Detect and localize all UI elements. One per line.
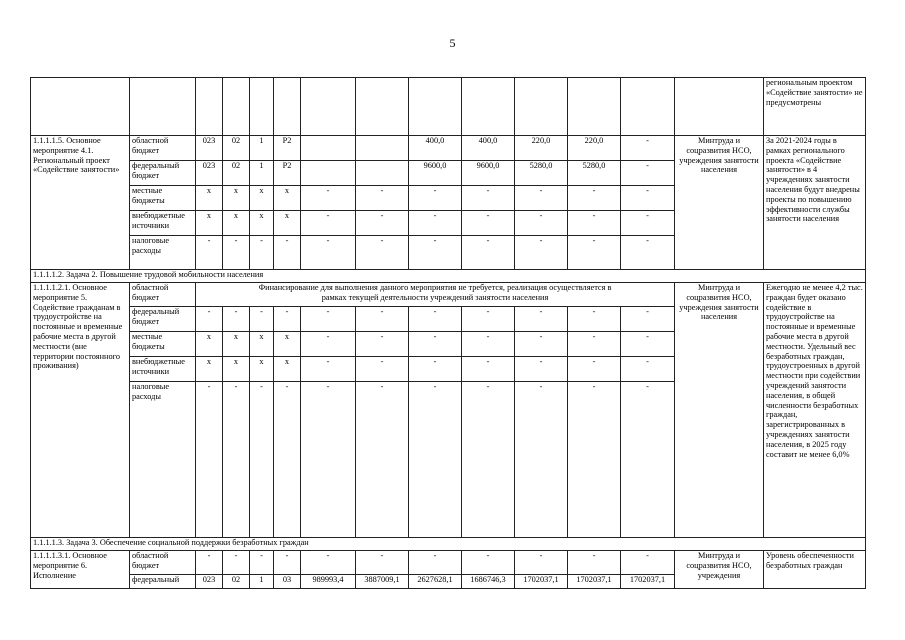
value-cell: 1686746,3 <box>462 575 515 589</box>
m6-executor: Минтруда и соцразвития НСО, учреждения <box>675 551 764 589</box>
code-cell: 1 <box>250 575 274 589</box>
code-cell: х <box>196 211 223 236</box>
code-cell: - <box>223 236 250 270</box>
code-cell: - <box>250 551 274 575</box>
value-cell: - <box>515 211 568 236</box>
code-cell: - <box>196 551 223 575</box>
code-cell: 02 <box>223 136 250 161</box>
code-cell: х <box>223 332 250 357</box>
value-cell: - <box>568 332 621 357</box>
code-cell: - <box>274 551 301 575</box>
value-cell <box>356 136 409 161</box>
m6-row-1 <box>31 551 866 575</box>
budget-source: местные бюджеты <box>130 332 196 357</box>
value-cell: - <box>462 211 515 236</box>
value-cell: 5280,0 <box>568 161 621 186</box>
budget-source: внебюджетные источники <box>130 211 196 236</box>
value-cell: - <box>462 551 515 575</box>
budget-source: внебюджетные источники <box>130 357 196 382</box>
value-cell: - <box>462 236 515 270</box>
value-cell <box>356 161 409 186</box>
budget-source: областной бюджет <box>130 136 196 161</box>
m411-executor: Минтруда и соцразвития НСО, учреждения занятости населения <box>675 136 764 270</box>
code-cell: х <box>196 357 223 382</box>
code-cell: 023 <box>196 136 223 161</box>
m5-row-1 <box>31 283 866 307</box>
result-text-continued: региональным проектом «Содействие занятости» не предусмотрены <box>764 78 866 136</box>
task3-heading: 1.1.1.1.3. Задача 3. Обеспечение социальной поддержки безработных граждан <box>31 538 866 551</box>
m411-result: За 2021-2024 годы в рамках регионального проекта «Содействие занятости» в 4 учреждениях занятости населения будут внедрены проекты по повышению эффективности службы занятости населения <box>764 136 866 270</box>
code-cell: - <box>250 236 274 270</box>
value-cell: - <box>301 382 356 538</box>
value-cell: - <box>568 382 621 538</box>
code-cell: х <box>223 211 250 236</box>
code-cell: Р2 <box>274 161 301 186</box>
budget-source: федеральный бюджет <box>130 307 196 332</box>
value-cell: - <box>356 236 409 270</box>
code-cell: 03 <box>274 575 301 589</box>
value-cell: - <box>409 236 462 270</box>
value-cell: - <box>621 332 675 357</box>
code-cell: - <box>223 551 250 575</box>
value-cell: - <box>515 186 568 211</box>
program-table <box>30 77 866 589</box>
m6-name: 1.1.1.1.3.1. Основное мероприятие 6. Исполнение <box>31 551 130 589</box>
value-cell: - <box>568 307 621 332</box>
value-cell: 2627628,1 <box>409 575 462 589</box>
value-cell: - <box>301 211 356 236</box>
value-cell: - <box>462 186 515 211</box>
value-cell: - <box>409 211 462 236</box>
code-cell: - <box>223 307 250 332</box>
code-cell: х <box>196 332 223 357</box>
code-cell: - <box>196 307 223 332</box>
value-cell: - <box>568 551 621 575</box>
value-cell: - <box>621 161 675 186</box>
value-cell: - <box>515 236 568 270</box>
value-cell: 9600,0 <box>462 161 515 186</box>
value-cell: - <box>301 551 356 575</box>
value-cell: 9600,0 <box>409 161 462 186</box>
value-cell: - <box>515 357 568 382</box>
value-cell: 989993,4 <box>301 575 356 589</box>
code-cell: х <box>274 332 301 357</box>
code-cell: 1 <box>250 136 274 161</box>
budget-source: налоговые расходы <box>130 382 196 538</box>
value-cell: 400,0 <box>409 136 462 161</box>
value-cell: - <box>621 307 675 332</box>
value-cell: 220,0 <box>515 136 568 161</box>
budget-source: местные бюджеты <box>130 186 196 211</box>
code-cell: - <box>274 382 301 538</box>
value-cell: - <box>356 211 409 236</box>
value-cell: - <box>356 551 409 575</box>
value-cell: - <box>356 307 409 332</box>
value-cell: 5280,0 <box>515 161 568 186</box>
value-cell: - <box>568 236 621 270</box>
code-cell: х <box>274 357 301 382</box>
code-cell: х <box>250 332 274 357</box>
value-cell: - <box>568 186 621 211</box>
value-cell: - <box>515 332 568 357</box>
value-cell: - <box>301 236 356 270</box>
code-cell: х <box>250 186 274 211</box>
code-cell: 023 <box>196 161 223 186</box>
m5-name: 1.1.1.1.2.1. Основное мероприятие 5. Содействие гражданам в трудоустройстве на постоянные и временные рабочие места в другой местности (вне территории постоянного проживания) <box>31 283 130 538</box>
value-cell: - <box>409 307 462 332</box>
value-cell: - <box>621 236 675 270</box>
code-cell: - <box>250 382 274 538</box>
value-cell: - <box>301 357 356 382</box>
budget-source: федеральный бюджет <box>130 161 196 186</box>
code-cell: - <box>250 307 274 332</box>
continuation-row <box>31 78 866 136</box>
budget-source: областной бюджет <box>130 551 196 575</box>
value-cell: 400,0 <box>462 136 515 161</box>
code-cell: - <box>274 236 301 270</box>
value-cell: - <box>621 382 675 538</box>
value-cell: - <box>515 382 568 538</box>
value-cell: 3887009,1 <box>356 575 409 589</box>
code-cell: 1 <box>250 161 274 186</box>
code-cell: х <box>196 186 223 211</box>
value-cell: - <box>462 332 515 357</box>
value-cell: - <box>621 551 675 575</box>
budget-source: налоговые расходы <box>130 236 196 270</box>
m6-result: Уровень обеспеченности безработных граждан <box>764 551 866 589</box>
value-cell: - <box>568 211 621 236</box>
m5-executor: Минтруда и соцразвития НСО, учреждения занятости населения <box>675 283 764 538</box>
code-cell: - <box>196 382 223 538</box>
code-cell: х <box>250 357 274 382</box>
value-cell: - <box>356 332 409 357</box>
value-cell: - <box>356 357 409 382</box>
value-cell: - <box>462 382 515 538</box>
value-cell: - <box>621 186 675 211</box>
page-number: 5 <box>449 36 456 50</box>
value-cell: 220,0 <box>568 136 621 161</box>
value-cell: - <box>356 186 409 211</box>
value-cell: - <box>301 332 356 357</box>
value-cell: - <box>568 357 621 382</box>
value-cell: - <box>409 551 462 575</box>
code-cell: х <box>250 211 274 236</box>
value-cell: - <box>515 551 568 575</box>
task2-heading: 1.1.1.1.2. Задача 2. Повышение трудовой мобильности населения <box>31 270 866 283</box>
code-cell: 02 <box>223 575 250 589</box>
value-cell: - <box>409 382 462 538</box>
value-cell: - <box>621 211 675 236</box>
code-cell: - <box>223 382 250 538</box>
code-cell: х <box>223 186 250 211</box>
value-cell: - <box>621 357 675 382</box>
value-cell: - <box>462 307 515 332</box>
value-cell: - <box>621 136 675 161</box>
value-cell: - <box>301 307 356 332</box>
value-cell: - <box>301 186 356 211</box>
value-cell: 1702037,1 <box>568 575 621 589</box>
code-cell: х <box>274 186 301 211</box>
task3-row <box>31 538 866 551</box>
code-cell: 023 <box>196 575 223 589</box>
m5-result: Ежегодно не менее 4,2 тыс. граждан будет оказано содействие в трудоустройстве на постоянные и временные рабочие места в другой местности. Удельный вес безработных граждан, трудоустроенных в другой местности при содействии учреждений занятости населения, в общей численности безработных граждан, зарегистрированных в учреждениях занятости населения, в 2025 году составит не менее 6,0% <box>764 283 866 538</box>
value-cell: - <box>409 186 462 211</box>
code-cell: Р2 <box>274 136 301 161</box>
budget-source: федеральный <box>130 575 196 589</box>
m411-row-1 <box>31 136 866 161</box>
value-cell <box>301 161 356 186</box>
value-cell: 1702037,1 <box>621 575 675 589</box>
m411-name: 1.1.1.1.5. Основное мероприятие 4.1. Региональный проект «Содействие занятости» <box>31 136 130 270</box>
task2-row <box>31 270 866 283</box>
value-cell: 1702037,1 <box>515 575 568 589</box>
value-cell: - <box>356 382 409 538</box>
code-cell: 02 <box>223 161 250 186</box>
m5-funding-note: Финансирование для выполнения данного мероприятия не требуется, реализация осуществляется в рамках текущей деятельности учреждений занятости населения <box>196 283 675 307</box>
value-cell <box>301 136 356 161</box>
value-cell: - <box>515 307 568 332</box>
code-cell: х <box>223 357 250 382</box>
budget-source: областной бюджет <box>130 283 196 307</box>
code-cell: х <box>274 211 301 236</box>
value-cell: - <box>462 357 515 382</box>
value-cell: - <box>409 357 462 382</box>
value-cell: - <box>409 332 462 357</box>
code-cell: - <box>196 236 223 270</box>
code-cell: - <box>274 307 301 332</box>
